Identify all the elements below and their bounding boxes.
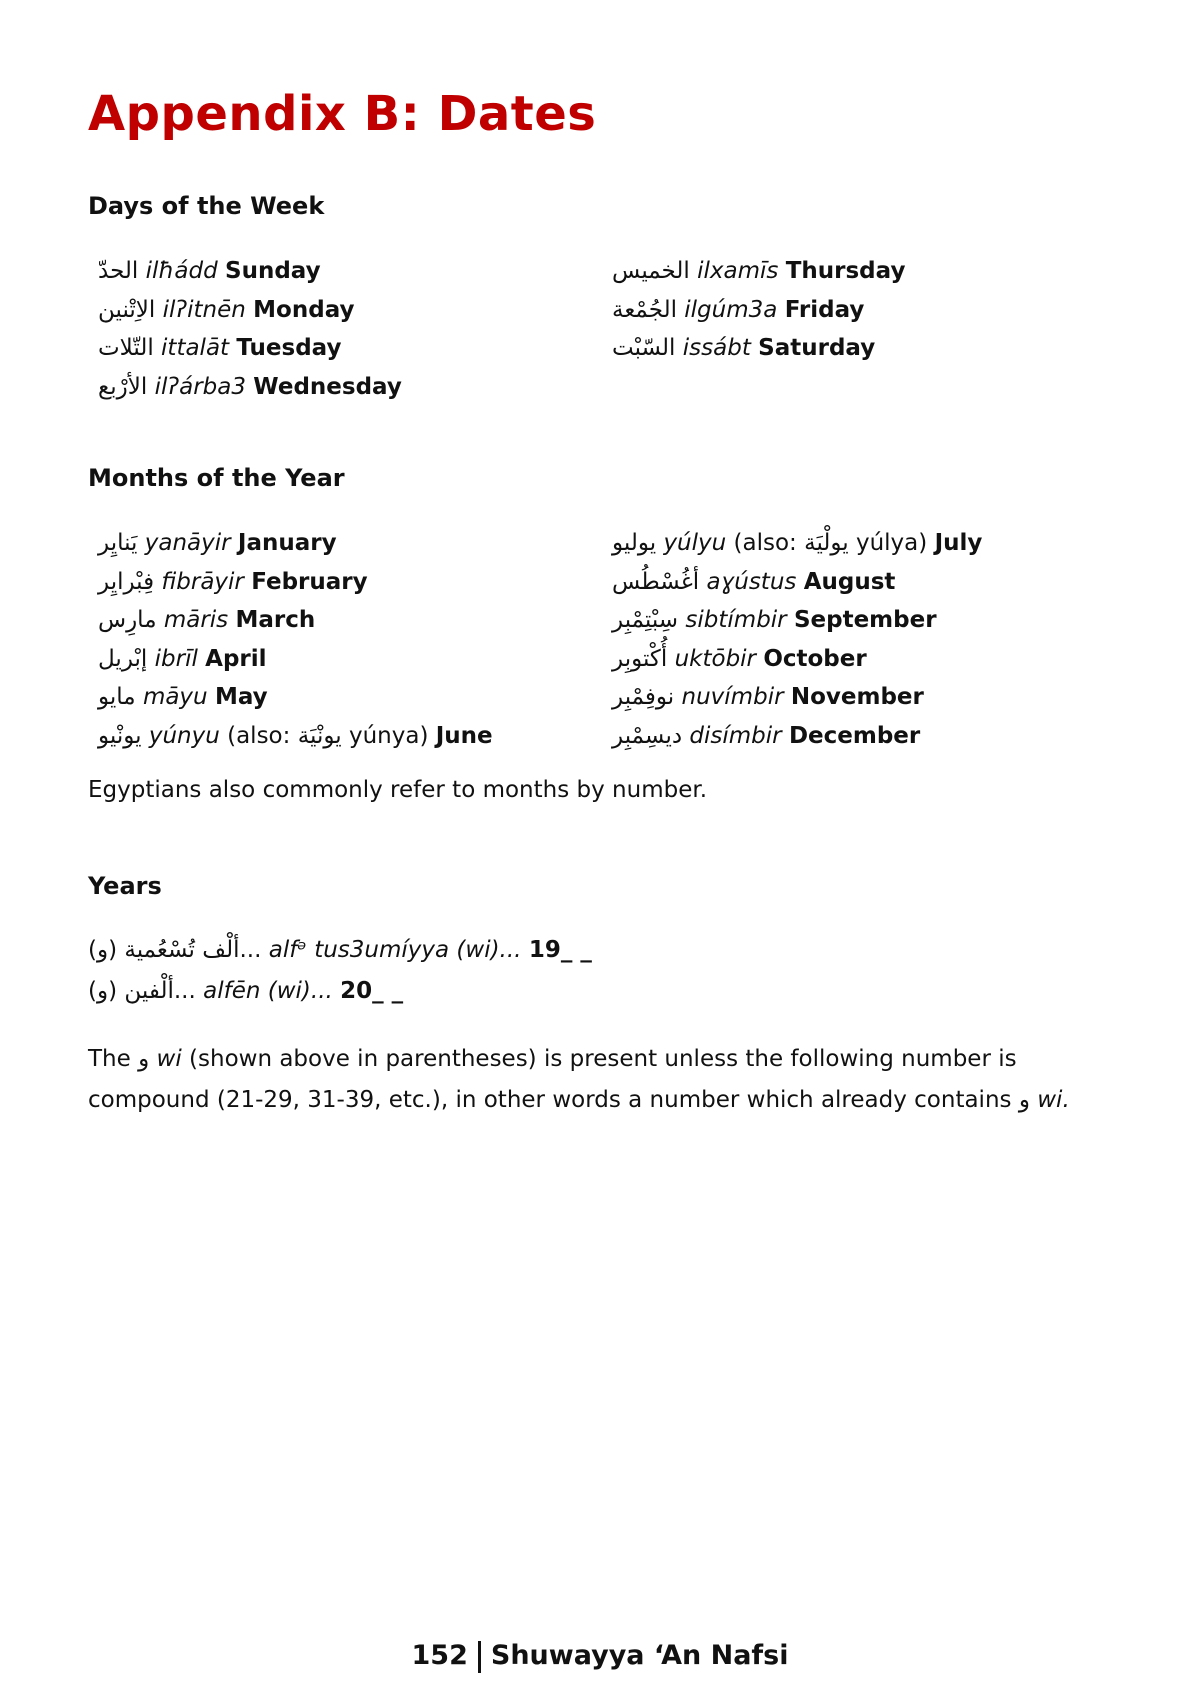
list-item — [98, 717, 493, 756]
arabic-word: الحدّ — [98, 258, 139, 284]
months-note: Egyptians also commonly refer to months by number. — [88, 777, 708, 803]
alternate-form: (also: يونْيَة yúnya) — [227, 722, 429, 749]
list-item — [612, 252, 905, 291]
transliteration: yanāyir — [144, 530, 231, 556]
transliteration: ilʔárba3 — [154, 373, 246, 400]
years-paragraph — [88, 1039, 1118, 1121]
alternate-form: (also: يولْيَة yúlya) — [733, 530, 928, 556]
years-para-wi2: wi. — [1037, 1087, 1070, 1113]
transliteration: aɣústus — [706, 568, 797, 595]
arabic-word: الخميس — [612, 258, 690, 284]
english-name: Sunday — [225, 258, 321, 284]
year-number: 20_ _ — [340, 978, 404, 1004]
months-right-column — [612, 524, 982, 755]
year-row — [88, 971, 1118, 1012]
days-left-column — [98, 252, 402, 406]
arabic-word: يوليو — [612, 530, 657, 556]
months-heading: Months of the Year — [88, 464, 345, 492]
list-item — [98, 563, 493, 602]
english-name: December — [788, 722, 921, 749]
arabic-word: أغُسْطُس — [612, 568, 700, 595]
english-name: February — [251, 568, 368, 595]
arabic-word: ألْف تُسْعُمية (و)... — [88, 937, 262, 963]
list-item — [612, 717, 982, 756]
arabic-word: ألْفين (و)... — [88, 978, 196, 1004]
transliteration: disímbir — [689, 722, 782, 749]
list-item — [612, 291, 905, 330]
english-name: Friday — [784, 296, 865, 323]
arabic-word: التّلات — [98, 335, 154, 361]
list-item — [612, 601, 982, 640]
arabic-word: الجُمْعة — [612, 296, 677, 323]
list-item — [98, 640, 493, 679]
years-para-part2: (shown above in parentheses) is present unless the following number is compound (21-29, 31-39, etc.), in other words a number which already contains و — [88, 1046, 1038, 1113]
arabic-word: السّبْت — [612, 335, 676, 361]
list-item — [612, 678, 982, 717]
transliteration: sibtímbir — [685, 607, 787, 633]
english-name: April — [205, 645, 267, 672]
arabic-word: أُكْتوبِر — [612, 645, 668, 672]
english-name: May — [214, 684, 268, 710]
transliteration: issábt — [682, 335, 751, 361]
years-para-part1: The و — [88, 1046, 150, 1072]
arabic-word: مارِس — [98, 607, 157, 633]
transliteration: alfᵊ tus3umíyya (wi)... — [268, 937, 522, 963]
english-name: July — [934, 530, 983, 556]
transliteration: māris — [163, 607, 229, 633]
years-para-wi: wi — [156, 1046, 182, 1072]
english-name: October — [763, 645, 867, 672]
page-number: 152 — [411, 1640, 468, 1671]
english-name: Thursday — [785, 258, 906, 284]
english-name: January — [237, 530, 337, 556]
transliteration: ilħádd — [145, 258, 218, 284]
transliteration: fibrāyir — [161, 568, 244, 595]
arabic-word: نوفِمْبِر — [612, 684, 675, 710]
english-name: Wednesday — [253, 373, 402, 400]
book-title: Shuwayya ‘An Nafsi — [490, 1640, 789, 1671]
arabic-word: ديسِمْبِر — [612, 722, 683, 749]
arabic-word: الأرْبع — [98, 373, 148, 400]
transliteration: ilgúm3a — [684, 296, 778, 323]
year-row — [88, 930, 1118, 971]
english-name: August — [803, 568, 896, 595]
arabic-word: الاِتْنين — [98, 296, 156, 323]
years-heading: Years — [88, 872, 162, 900]
list-item — [98, 252, 402, 291]
transliteration: alfēn (wi)... — [203, 978, 333, 1004]
transliteration: ilxamīs — [697, 258, 779, 284]
arabic-word: مايو — [98, 684, 136, 710]
page-footer — [0, 1640, 1200, 1673]
arabic-word: سِبْتِمْبِر — [612, 607, 679, 633]
transliteration: uktōbir — [674, 645, 757, 672]
page-title: Appendix B: Dates — [88, 86, 597, 142]
list-item — [98, 601, 493, 640]
english-name: June — [435, 722, 493, 749]
years-list — [88, 930, 1118, 1012]
list-item — [612, 640, 982, 679]
days-heading: Days of the Week — [88, 192, 325, 220]
english-name: November — [790, 684, 924, 710]
transliteration: yúnyu — [148, 722, 220, 749]
english-name: Saturday — [758, 335, 876, 361]
transliteration: ilʔitnēn — [162, 296, 246, 323]
arabic-word: يونْيو — [98, 722, 142, 749]
list-item — [612, 524, 982, 563]
days-right-column — [612, 252, 905, 368]
transliteration: nuvímbir — [681, 684, 784, 710]
arabic-word: فِبْرايِر — [98, 568, 155, 595]
list-item — [98, 524, 493, 563]
arabic-word: إبْريل — [98, 645, 148, 672]
list-item — [98, 329, 402, 368]
english-name: Monday — [253, 296, 355, 323]
transliteration: māyu — [142, 684, 208, 710]
list-item — [98, 368, 402, 407]
list-item — [612, 329, 905, 368]
footer-divider — [478, 1641, 481, 1673]
transliteration: ittalāt — [161, 335, 230, 361]
transliteration: yúlyu — [663, 530, 727, 556]
year-number: 19_ _ — [528, 937, 592, 963]
list-item — [98, 678, 493, 717]
list-item — [612, 563, 982, 602]
english-name: September — [793, 607, 937, 633]
months-left-column — [98, 524, 493, 755]
english-name: March — [235, 607, 316, 633]
list-item — [98, 291, 402, 330]
arabic-word: يَنايِر — [98, 530, 138, 556]
english-name: Tuesday — [236, 335, 342, 361]
transliteration: ibrīl — [154, 645, 198, 672]
